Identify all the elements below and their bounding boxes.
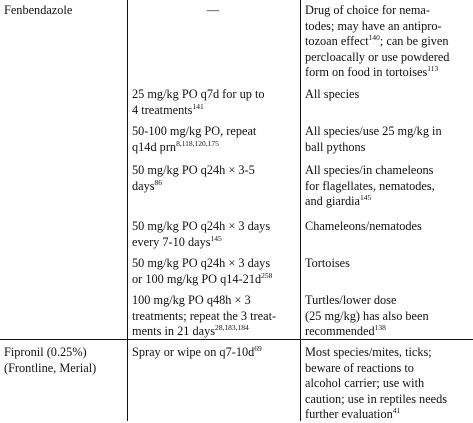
cell-text-line: 25 mg/kg PO q7d for up to bbox=[132, 87, 265, 101]
reference-superscript: 113 bbox=[427, 64, 439, 73]
cell-text-continuation: ; can be given bbox=[379, 34, 449, 48]
reference-superscript: 140 bbox=[368, 33, 380, 42]
cell-text-line: Tortoises bbox=[305, 256, 350, 270]
reference-superscript: 86 bbox=[154, 177, 163, 187]
species-comment-cell bbox=[305, 163, 471, 210]
column-divider-right bbox=[300, 0, 301, 421]
cell-text-line: ments in 21 days bbox=[132, 324, 215, 338]
cell-text-line: 100 mg/kg PO q48h × 3 bbox=[132, 293, 251, 307]
cell-text-line: treatments; repeat the 3 treat- bbox=[132, 308, 277, 323]
cell-text-line: Chameleons/nematodes bbox=[305, 219, 422, 233]
reference-superscript: 8,118,120,175 bbox=[176, 138, 219, 148]
empty-dosage-dash: — bbox=[206, 3, 220, 17]
species-comment-cell bbox=[305, 256, 471, 272]
column-divider-left bbox=[127, 0, 128, 421]
species-comment-cell bbox=[305, 293, 471, 340]
dosage-cell bbox=[130, 3, 296, 19]
dosage-cell bbox=[132, 163, 298, 194]
dosage-cell bbox=[132, 219, 298, 250]
cell-text-line: days bbox=[132, 178, 155, 193]
cell-text-line: tozoan effect bbox=[305, 34, 369, 48]
cell-text-line: 4 treatments bbox=[132, 102, 193, 117]
species-comment-cell bbox=[305, 87, 471, 103]
cell-text-line: Drug of choice for nema- bbox=[305, 3, 430, 17]
cell-text-line: and giardia bbox=[305, 194, 360, 208]
cell-text-line: All species/use 25 mg/kg in bbox=[305, 124, 442, 138]
species-comment-cell bbox=[305, 219, 471, 235]
cell-text-line: percloacally or use powdered bbox=[305, 49, 450, 64]
species-comment-cell bbox=[305, 124, 471, 155]
cell-text-line: ball pythons bbox=[305, 139, 366, 154]
cell-text-line: form on food in tortoises bbox=[305, 65, 428, 79]
reference-superscript: 145 bbox=[210, 233, 222, 243]
drug-name-fipronil bbox=[4, 345, 124, 376]
cell-text-line: beware of reactions to bbox=[305, 360, 414, 375]
drug-name-line: Fenbendazole bbox=[4, 3, 73, 17]
dosage-cell bbox=[132, 345, 298, 361]
reference-superscript: 138 bbox=[374, 323, 386, 332]
cell-text-line: q14d prn bbox=[132, 139, 177, 154]
reference-superscript: 258 bbox=[261, 270, 273, 280]
reference-superscript: 141 bbox=[192, 101, 204, 111]
drug-name-fenbendazole bbox=[4, 3, 124, 19]
cell-text-line: Turtles/lower dose bbox=[305, 293, 397, 307]
species-comment-cell bbox=[305, 345, 471, 423]
reference-superscript: 41 bbox=[392, 406, 401, 415]
cell-text-line: All species/in chameleons bbox=[305, 163, 434, 177]
drug-name-line: (Frontline, Merial) bbox=[4, 360, 97, 375]
dosage-cell bbox=[132, 293, 298, 340]
cell-text-line: alcohol carrier; use with bbox=[305, 376, 425, 390]
reference-superscript: 69 bbox=[254, 344, 262, 353]
cell-text-line: further evaluation bbox=[305, 407, 393, 421]
dosage-cell bbox=[132, 256, 298, 287]
cell-text-line: todes; may have an antipro- bbox=[305, 18, 442, 33]
drug-name-line: Fipronil (0.25%) bbox=[4, 345, 87, 359]
cell-text-line: recommended bbox=[305, 324, 375, 338]
cell-text-line: 50-100 mg/kg PO, repeat bbox=[132, 124, 257, 138]
reference-superscript: 145 bbox=[359, 193, 372, 202]
reference-superscript: 28,183,184 bbox=[215, 323, 249, 332]
cell-text-line: 50 mg/kg PO q24h × 3 days bbox=[132, 219, 271, 233]
dosage-cell bbox=[132, 124, 298, 155]
cell-text-line: 50 mg/kg PO q24h × 3-5 bbox=[132, 163, 255, 177]
cell-text-line: All species bbox=[305, 87, 360, 101]
cell-text-line: or 100 mg/kg PO q14-21d bbox=[132, 271, 262, 286]
cell-text-line: caution; use in reptiles needs bbox=[305, 391, 448, 406]
cell-text-line: for flagellates, nematodes, bbox=[305, 178, 435, 193]
cell-text-line: (25 mg/kg) has also been bbox=[305, 308, 429, 323]
cell-text-line: 50 mg/kg PO q24h × 3 days bbox=[132, 256, 271, 270]
cell-text-line: Spray or wipe on q7-10d bbox=[132, 345, 255, 359]
cell-text-line: every 7-10 days bbox=[132, 234, 211, 249]
dosage-cell bbox=[132, 87, 298, 118]
species-comment-cell bbox=[305, 3, 471, 81]
cell-text-line: Most species/mites, ticks; bbox=[305, 345, 432, 359]
